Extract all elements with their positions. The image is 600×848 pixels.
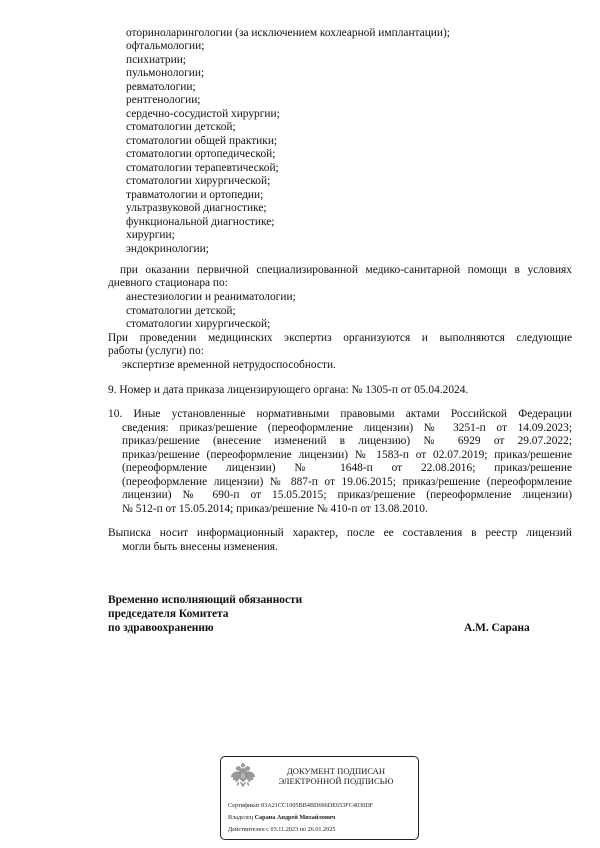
day-hospital-intro-line1: при оказании первичной специализированной медико-санитарной помощи в условиях [120,264,572,276]
list-item: эндокринологии; [126,243,209,255]
list-item: оториноларингологии (за исключением кохлеарной имплантации); [126,27,450,39]
disclaimer-line2: могли быть внесены изменения. [122,541,278,553]
stamp-title-line2: ЭЛЕКТРОННОЙ ПОДПИСЬЮ [278,776,394,786]
item-10-line [122,449,572,462]
list-item: сердечно-сосудистой хирургии; [126,108,280,120]
list-item: анестезиологии и реаниматологии; [126,291,296,303]
list-item: пульмонологии; [126,67,205,79]
item-10-line-text: приказ/решение (внесение изменений в лицензию) № 6929 от 29.07.2022; [122,435,572,447]
disclaimer-line1: Выписка носит информационный характер, после ее составления в реестр лицензий [108,527,572,539]
expertise-item: экспертизе временной нетрудоспособности. [122,359,336,371]
item-10-line-text: приказ/решение (переоформление лицензии) № 1583-п от 02.07.2019; приказ/решение [122,449,572,461]
disclaimer [108,527,572,540]
signatory-title-line2: председателя Комитета [108,608,229,620]
list-item: хирургии; [126,229,175,241]
item-10-line-text: (переоформление лицензии) № 887-п от 19.06.2015; приказ/решение (переоформление [122,476,572,488]
item-10-line: № 512-п от 15.05.2014; приказ/решение № 410-п от 13.08.2010. [122,503,428,515]
list-item: стоматологии детской; [126,121,236,133]
signatory-title-line3: по здравоохранению [108,622,214,634]
list-item: стоматологии терапевтической; [126,162,279,174]
expertise-intro [108,332,572,345]
item-10-line-text: сведения: приказ/решение (переоформление лицензии) № 3251-п от 14.09.2023; [122,422,572,434]
list-item: стоматологии хирургической; [126,175,271,187]
list-item: стоматологии ортопедической; [126,148,276,160]
day-hospital-intro [120,264,572,277]
item-10-line [122,462,572,475]
list-item: функциональной диагностике; [126,216,275,228]
list-item: рентгенологии; [126,94,201,106]
stamp-validity: Действителен с 03.11.2023 по 26.01.2025 [228,826,336,833]
item-10-line [122,476,572,489]
item-10-line [108,408,572,421]
owner-label: Владелец [228,814,254,821]
expertise-intro-line1: При проведении медицинских экспертиз организуются и выполняются следующие [108,332,572,344]
item-10-line-text: 10. Иные установленные нормативными правовыми актами Российской Федерации [108,408,572,420]
certificate-value: 83A21CC1005BB4BD696DE653FC4030DF [261,802,374,809]
list-item: ультразвуковой диагностике; [126,202,267,214]
item-10-line [122,489,572,502]
list-item: психиатрии; [126,54,186,66]
stamp-title-line1: ДОКУМЕНТ ПОДПИСАН [286,766,386,776]
list-item: офтальмологии; [126,40,205,52]
russian-coat-of-arms-icon [230,762,256,794]
list-item: ревматологии; [126,81,196,93]
list-item: стоматологии детской; [126,305,236,317]
list-item: травматологии и ортопедии; [126,189,264,201]
stamp-certificate [228,802,373,810]
item-9-order-number: 9. Номер и дата приказа лицензирующего органа: № 1305-п от 05.04.2024. [108,384,469,396]
item-10-line [122,422,572,435]
item-10-line-text: (переоформление лицензии) № 1648-п от 22.08.2016; приказ/решение [122,462,572,474]
stamp-owner [228,814,335,822]
signatory-title-line1: Временно исполняющий обязанности [108,594,303,606]
certificate-label: Сертификат [228,802,260,809]
signatory-name: А.М. Сарана [464,622,530,634]
item-10-line [122,435,572,448]
item-10-line-text: лицензии) № 690-п от 15.05.2015; приказ/решение (переоформление лицензии) [122,489,572,501]
owner-value: Сарана Андрей Михайлович [254,814,336,821]
list-item: стоматологии хирургической; [126,318,271,330]
day-hospital-intro-line2: дневного стационара по: [108,277,228,289]
list-item: стоматологии общей практики; [126,135,278,147]
electronic-signature-stamp [220,756,419,840]
expertise-intro-line2: работы (услуги) по: [108,345,204,357]
